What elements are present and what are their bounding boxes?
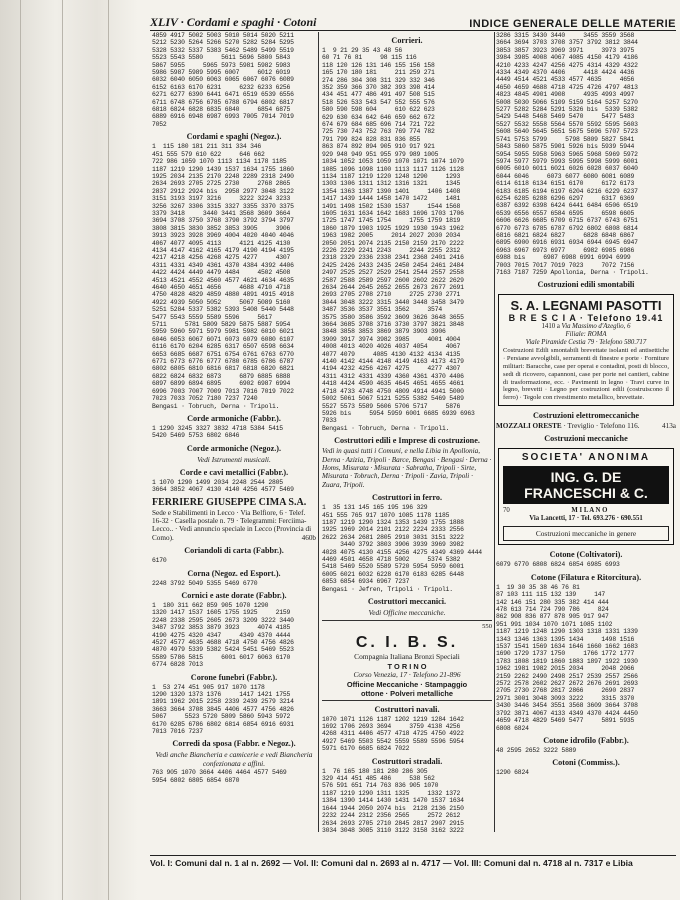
entry-heading: Cotone (Coltivatori). xyxy=(549,550,623,560)
cibs-advertisement xyxy=(322,620,492,701)
column-rule xyxy=(494,32,495,832)
ad-body-text: Costruzioni Edili smontabili brevettate isolanti ed antisettiche · Persiane avvolgibili, serramenti di finestre e porte · Forniture militari: Baracche, case per operai e contadini, posti di blocco, sedi di ricovero, capannoni, case per porte nei cantieri, cabine di trasformazione, ecc. · Pavimenti in legno · Travi curve in legno, brevetti · Legno per costruzioni edili (costruiscono il ferro) · Tegole con rivestimento metallico, brevettate. xyxy=(503,347,669,402)
number-list: 1 180 311 662 859 905 1070 1290 1320 1417 1537 1605 1755 1925 2159 2248 2338 2595 2605 2673 3209 3222 3440 3487 3792 3853 3879 3923 4074 4185 4190 4275 4320 4347 4349 4370 4444 4527 4577 4635 4688 4718 4750 4756 4826 4870 4979 5339 5382 5424 5451 5469 5523 5589 5786 5815 6001 6017 6063 6170 6774 6828 7013 xyxy=(152,601,294,669)
advertiser-name: FERRIERE GIUSEPPE CIMA S.A. xyxy=(152,496,307,508)
binding-line xyxy=(108,0,109,900)
entry-heading: Coriandoli di carta (Fabbr.). xyxy=(184,546,284,556)
entry-heading: Cornici e aste dorate (Fabbr.). xyxy=(181,590,287,600)
advertiser-text: Sede e Stabilimenti in Lecco · Via Belfiore, 6 · Telef. 16-32 · Casella postale n. 79 · Telegrammi: Ferciima-Lecco.. · Vedi annuncio speciale in Lecco (Provincia di Como). 460b xyxy=(152,508,316,542)
entry-heading: Corde armoniche (Negoz.). xyxy=(186,443,282,453)
entry-heading: Costruttori edili e Imprese di costruzione. xyxy=(334,436,480,446)
entry-heading: Corredi da sposa (Fabbr. e Negoz.). xyxy=(172,739,296,749)
column-3 xyxy=(496,32,676,832)
advertiser-ref: 460b xyxy=(301,533,316,542)
number-list: 4859 4917 5002 5003 5010 5014 5020 5211 5212 5230 5264 5266 5270 5282 5284 5295 5328 5332 5337 5383 5462 5489 5499 5519 5523 5543 5580 5611 5696 5800 5843 5867 5955 5965 5973 5981 5982 5983 5986 5987 5989 5995 6007 6012 6019 6032 6040 6050 6063 6065 6067 6076 6089 6152 6163 6170 6231 6232 6233 6256 6271 6277 6390 6441 6471 6519 6539 6556 6711 6748 6756 6785 6788 6794 6802 6817 6818 6824 6828 6835 6840 6854 6875 6889 6916 6948 6987 6993 7005 7014 7019 7052 xyxy=(152,32,294,128)
entry-heading: Corde e cavi metallici (Fabbr.). xyxy=(179,467,289,477)
entry-heading: Cotoni (Commiss.). xyxy=(552,758,620,768)
number-list: 1 115 180 181 211 311 334 346 451 555 579 610 622 646 662 722 986 1059 1070 1113 1134 1178 1185 1187 1219 1290 1439 1537 1634 1755 1860 1925 2034 2135 2170 2248 2289 2318 2490 2634 2693 2705 2725 2730 2768 2865 2837 2912 2924 bis 2958 2977 3048 3122 3151 3193 3197 3216 3222 3224 3233 3256 3267 3306 3315 3327 3355 3370 3375 3379 3418 3440 3441 3568 3609 3664 3694 3708 3750 3768 3790 3792 3794 3797 3808 3815 3830 3852 3853 3905 3906 3913 3923 3928 3969 4004 4020 4040 4046 4067 4077 4095 4113 4121 4125 4130 4134 4147 4162 4165 4179 4190 4194 4195 4217 4218 4256 4268 4275 4277 4307 4311 4331 4349 4361 4370 4384 4392 4406 4422 4424 4449 4479 4484 4502 4508 4513 4521 4552 4560 4577 4621 4634 4635 4640 4650 4651 4656 4688 4710 4718 4750 4828 4829 4859 4880 4891 4915 4918 4922 4939 5050 5052 5067 5089 5160 5251 5284 5337 5382 5393 5408 5440 5448 5477 5543 5559 5589 5596 5617 5711 5781 5809 5829 5875 5887 5954 5959 5960 5971 5979 5981 5982 6010 6021 6046 6053 6067 6071 6073 6079 6080 6107 6116 6170 6204 6285 6317 6507 6598 6634 6653 6685 6687 6751 6754 6761 6763 6770 6771 6773 6776 6777 6780 6785 6786 6787 6802 6805 6810 6816 6817 6818 6820 6821 6822 6824 6832 6873 6879 6885 6888 6897 6899 6894 6895 6902 6987 6994 6996 7003 7007 7009 7013 7016 7019 7022 7023 7033 7052 7180 7237 7240 Bengasi · Tobruch, Derna · Tripoli. xyxy=(152,143,294,410)
ad-company-title: S. A. LEGNAMI PASOTTI xyxy=(510,298,662,314)
column-1 xyxy=(152,32,316,832)
binding-line xyxy=(20,0,21,900)
ad-address: Via Lancetti, 17 · Tel. 693.276 · 690.551 xyxy=(529,515,643,523)
entry-text: Vedi in quasi tutti i Comuni, e nella Libia in Apollonia, Derna · Azizia, Tripoli · Barce, Bengasi · Bengasi · Derna · Homs, Misurata · Misurata · Sabratha, Tripoli · Sirte, Misurata · Tobruch, Derna · Tripoli · Zavia, Tripoli · Zuara, Tripoli. xyxy=(322,447,492,489)
number-list: 2248 3792 5049 5355 5469 6770 xyxy=(152,579,258,587)
header-section-title: XLIV · Cordami e spaghi · Cotoni xyxy=(150,15,317,29)
number-list: 1070 1071 1126 1187 1202 1219 1284 1642 1692 1706 2693 3694 3759 4138 4256 4268 4311 4406 4577 4718 4725 4750 4922 4927 5469 5503 5542 5559 5589 5596 5954 5971 6170 6685 6824 7022 xyxy=(322,715,464,753)
ad-activity: ottone · Polveri metalliche xyxy=(361,688,453,698)
column-rule xyxy=(318,32,319,832)
entry-heading: Corone funebri (Fabbr.). xyxy=(190,672,278,682)
ad-activity: Officine Meccaniche · Stampaggio xyxy=(346,679,468,689)
number-list: 763 905 1070 3664 4406 4464 4577 5469 5954 6802 6805 6854 6870 xyxy=(152,769,287,784)
number-list: 1 1070 1290 1499 2034 2248 2544 2805 3664 3852 4067 4130 4140 4256 4577 5469 xyxy=(152,478,294,494)
binding-line xyxy=(62,0,63,900)
entry-heading: Corna (Negoz. ed Esport.). xyxy=(187,568,281,578)
ad-address: 1410 a Via Massimo d'Azeglio, 6 xyxy=(541,323,631,331)
column-2 xyxy=(322,32,492,832)
entry-heading: Costruttori meccanici. xyxy=(367,597,447,607)
number-list: 6170 xyxy=(152,557,167,565)
company-name: MOZZALI ORESTE xyxy=(496,421,562,430)
number-list: 1 76 165 180 181 280 286 305 329 414 451 485 486 538 562 576 591 651 714 763 836 905 1070 1187 1219 1290 1311 1325 1332 1372 1384 1390 1414 1430 1431 1470 1537 1634 1644 1944 2050 2074 bis 2128 2136 2150 2232 2244 2312 2356 2565 2572 2612 2634 2693 2705 2710 2845 2817 2907 2915 3034 3048 3085 3110 3122 3158 3162 3222 xyxy=(322,767,464,832)
ad-branch-address: Viale Piramide Cestia 79 · Telefono 580.717 xyxy=(525,339,647,347)
number-list: 3286 3315 3430 3440 3455 3559 3568 3664 3694 3703 3708 3757 3792 3812 3844 3853 3857 3923 3969 3971 3973 3975 3984 3985 4008 4067 4085 4150 4179 4186 4210 4233 4247 4256 4275 4314 4329 4322 4334 4349 4370 4406 4418 4424 4436 4449 4514 4521 4533 4577 4635 4656 4650 4659 4688 4718 4725 4726 4797 4813 4823 4845 4901 4908 4935 4993 4997 5008 5030 5066 5109 5159 5164 5257 5270 5277 5282 5284 5291 5326 bis 5339 5382 5429 5448 5468 5469 5470 5477 5483 5527 5532 5558 5564 5570 5592 5595 5603 5608 5640 5645 5651 5675 5696 5707 5723 5741 5753 5799 5798 5809 5827 5841 5843 5860 5875 5901 5926 bis 5939 5944 5954 5955 5958 5963 5965 5968 5969 5972 5974 5977 5979 5993 5995 5998 5999 6001 6005 6010 6011 6021 6026 6028 6037 6040 6044 6046 6073 6077 6080 6081 6089 6114 6118 6134 6151 6170 6172 6173 6183 6185 6194 6197 6204 6216 6229 6237 6254 6285 6288 6296 6297 6317 6369 6387 6392 6398 6424 6441 6484 6506 6519 6539 6556 6557 6584 6595 6598 6605 6606 6626 6685 6709 6715 6737 6743 6751 6770 6773 6785 6787 6792 6802 6808 6814 6816 6821 6824 6827 6828 6848 6867 6895 6900 6916 6931 6934 6944 6945 6947 6963 6967 6973 6977 6982 6985 6986 6988 bis 6987 6988 6991 6994 6999 7003 7015 7017 7019 7023 7072 7156 7163 7187 7259 Apollonia, Derna · Tripoli. xyxy=(496,32,649,276)
entry-heading: Costruzioni elettromeccaniche xyxy=(532,410,640,420)
volume-footer: Vol. I: Comuni dal n. 1 al n. 2692 — Vol. II: Comuni dal n. 2693 al n. 4717 — Vol. III: Comuni dal n. 4718 al n. 7317 e Libia xyxy=(150,855,676,868)
ad-company-banner: ING. G. DE FRANCESCHI & C. xyxy=(503,466,669,504)
see-reference: Vedi Istrumenti musicali. xyxy=(197,454,271,464)
number-list: 48 2595 2652 3222 5889 xyxy=(496,746,576,754)
number-list: 1 35 131 145 165 195 196 329 451 555 765 917 1070 1085 1178 1185 1187 1219 1290 1324 1353 1439 1755 1888 1925 1969 2014 2101 2122 2224 2333 2556 2622 2634 2681 2805 2910 3031 3151 3222 3440 3792 3803 3906 3939 3969 3982 4028 4075 4130 4155 4256 4275 4349 4369 4444 4469 4501 4658 4718 5002 5374 5382 5418 5469 5520 5589 5720 5954 5959 6001 6005 6021 6032 6228 6170 6183 6285 6448 6853 6854 6934 6967 7237 Bengasi · Jefren, Tripoli · Tripoli. xyxy=(322,504,482,593)
ad-company-line: Compagnia Italiana Bronzi Speciali xyxy=(354,652,460,662)
entry-heading: Costruttori in ferro. xyxy=(371,493,443,503)
ad-ref-number: 550 xyxy=(482,623,492,631)
ad-city: B R E S C I A · Telefono 19.41 xyxy=(508,313,664,324)
entry-heading: Corde armoniche (Fabbr.). xyxy=(187,413,281,423)
ad-company-title: C. I. B. S. xyxy=(355,634,459,652)
franceschi-advertisement xyxy=(498,448,674,545)
entry-heading: Costruzioni meccaniche xyxy=(544,434,628,444)
entry-heading: Costruttori navali. xyxy=(374,704,440,714)
number-list: 6079 6770 6808 6824 6854 6985 6993 xyxy=(496,561,620,569)
entry-heading: Costruzioni edili smontabili xyxy=(537,280,635,290)
header-index-title: INDICE GENERALE DELLE MATERIE xyxy=(469,18,676,30)
ad-branch: Filiale: ROMA xyxy=(565,331,607,339)
ad-city-line: 70 M I L A N O xyxy=(503,507,608,515)
ad-tagline: Costruzioni meccaniche in genere xyxy=(503,526,669,541)
see-reference: Vedi anche Biancheria e camicerie e vedi Biancheria confezionata e affini. xyxy=(155,750,313,769)
see-reference: Vedi Officine meccaniche. xyxy=(368,608,446,618)
ad-company-type: SOCIETA' ANONIMA xyxy=(521,452,651,464)
ad-address: Corso Venezia, 17 · Telefono 21-896 xyxy=(353,669,461,679)
number-list: 1 1290 3245 3327 3832 4718 5384 5415 5420 5469 5753 6802 6846 xyxy=(152,424,283,440)
ad-city: T O R I N O xyxy=(387,661,427,671)
page-header xyxy=(150,6,676,31)
entry-heading: Corrieri. xyxy=(391,36,423,45)
entry-heading: Cordami e spaghi (Negoz.). xyxy=(186,132,282,142)
entry-heading: Cotone idrofilo (Fabbr.). xyxy=(543,735,629,745)
entry-text: MOZZALI ORESTE · Treviglio · Telefono 116. 413a xyxy=(496,421,676,430)
number-list: 1 9 21 29 35 43 48 56 60 71 76 81 98 115 116 118 120 126 131 146 155 156 158 165 170 180 181 211 259 271 274 286 304 308 311 329 332 346 352 359 366 370 382 393 398 414 434 451 477 486 491 497 508 515 518 526 533 543 547 552 555 576 580 590 598 604 610 622 623 629 630 634 642 646 659 662 672 674 679 684 685 696 714 721 722 725 730 743 752 763 769 774 782 791 799 824 828 831 836 855 863 874 892 894 905 910 917 921 929 948 949 951 955 979 989 1005 1034 1052 1053 1059 1070 1071 1074 1079 1085 1096 1098 1100 1113 1117 1126 1128 1134 1187 1219 1220 1248 1290 1293 1303 1306 1311 1312 1316 1321 1345 1354 1363 1387 1390 1401 1406 1408 1417 1439 1444 1458 1470 1472 1481 1491 1498 1502 1530 1537 1544 1568 1605 1631 1634 1642 1683 1696 1703 1706 1725 1747 1745 1754 1755 1759 1819 1860 1879 1903 1925 1929 1930 1943 1962 1963 1982 2005 2014 2027 2030 2034 2050 2051 2074 2135 2150 2159 2170 2222 2226 2229 2241 2243 2244 2255 2312 2318 2329 2336 2338 2341 2368 2401 2416 2425 2426 2433 2435 2450 2454 2461 2484 2497 2525 2527 2529 2541 2544 2557 2558 2587 2588 2589 2597 2600 2602 2622 2629 2634 2644 2645 2652 2655 2673 2677 2691 2693 2705 2708 2710 2725 2730 2771 3044 3048 3222 3315 3440 3448 3458 3479 3487 3536 3537 3551 3562 3574 3575 3580 3586 3592 3609 3626 3648 3655 3664 3685 3708 3716 3730 3797 3821 3848 3848 3858 3853 3869 3879 3903 3906 3909 3917 3974 3982 3985 4001 4004 4008 4013 4020 4026 4037 4054 4067 4077 4079 4085 4130 4132 4134 4135 4140 4142 4144 4148 4149 4163 4173 4179 4194 4232 4256 4267 4275 4277 4307 4311 4312 4331 4339 4360 4361 4370 4406 4418 4424 4590 4635 4645 4651 4655 4661 4718 4733 4748 4750 4809 4914 4941 5000 5002 5061 5067 5121 5255 5382 5469 5489 5527 5573 5589 5606 5706 5717 5876 5926 bis 5954 5959 6001 6685 6939 6963 7033 Bengasi · Tobruch, Derna · Tripoli. xyxy=(322,47,475,432)
entry-heading: Cotone (Filatura e Ritorcitura). xyxy=(530,572,642,582)
pasotti-advertisement xyxy=(498,294,674,406)
number-list: 1 53 274 451 905 917 1070 1178 1290 1320 1373 1376 1417 1421 1755 1891 1962 2015 2258 2339 2439 2579 3214 3663 3664 3708 3845 4406 4577 4756 4826 5067 5523 5720 5809 5860 5943 5972 6170 6285 6786 6802 6814 6854 6916 6931 7013 7016 7237 xyxy=(152,683,294,736)
entry-heading: Costruttori stradali. xyxy=(371,756,443,766)
number-list: 1 19 30 35 38 46 76 81 87 103 111 115 132 139 147 142 146 151 280 335 382 414 444 478 613 714 724 790 786 824 862 908 836 877 878 905 917 947 951 991 1034 1070 1071 1085 1102 1187 1219 1248 1290 1303 1318 1331 1339 1343 1346 1363 1395 1434 1498 1516 1537 1541 1569 1634 1646 1660 1662 1683 1690 1729 1737 1750 1766 1772 1777 1783 1808 1819 1860 1883 1897 1922 1930 1962 1981 1982 2015 2034 2048 2066 2159 2262 2490 2498 2517 2539 2557 2566 2572 2578 2602 2627 2672 2676 2691 2693 2705 2730 2768 2817 2866 2690 2837 2971 3001 3048 3093 3222 3315 3370 3430 3446 3454 3551 3568 3609 3664 3708 3792 3871 4067 4133 4349 4370 4424 4450 4659 4718 4829 5469 5477 5891 5935 6808 6824 xyxy=(496,583,638,732)
number-list: 1290 6824 xyxy=(496,769,529,777)
